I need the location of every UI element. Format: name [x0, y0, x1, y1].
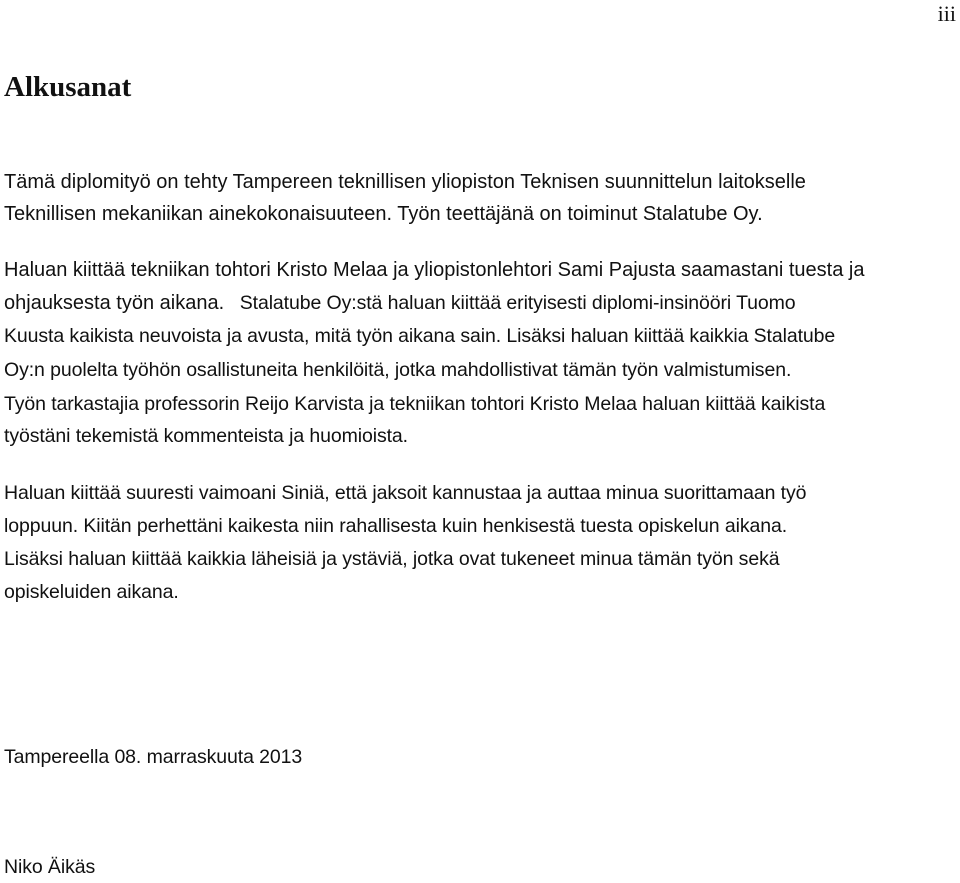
- text-line: Haluan kiittää tekniikan tohtori Kristo Melaa ja yliopistonlehtori Sami Pajusta saamastani tuesta ja: [4, 259, 865, 281]
- text-line: Teknillisen mekaniikan ainekokonaisuuteen. Työn teettäjänä on toiminut Stalatube Oy.: [4, 203, 763, 225]
- text-segment: ohjauksesta työn aikana.: [4, 292, 225, 314]
- text-line: Kuusta kaikista neuvoista ja avusta, mitä työn aikana sain. Lisäksi haluan kiittää kaikkia Stalatube: [4, 325, 836, 347]
- text-line: Haluan kiittää suuresti vaimoani Siniä, että jaksoit kannustaa ja auttaa minua suorittamaan työ: [4, 482, 807, 504]
- text-line: Tämä diplomityö on tehty Tampereen teknillisen yliopiston Teknisen suunnittelun laitokselle: [4, 171, 806, 193]
- place-date: Tampereella 08. marraskuuta 2013: [4, 746, 303, 768]
- text-segment: Stalatube Oy:stä haluan kiittää erityisesti diplomi-insinööri Tuomo: [239, 292, 796, 314]
- text-line: loppuun. Kiitän perhettäni kaikesta niin rahallisesta kuin henkisestä tuesta opiskelun aikana.: [4, 515, 788, 537]
- text-line: Työn tarkastajia professorin Reijo Karvista ja tekniikan tohtori Kristo Melaa haluan kiittää kaikista: [4, 393, 826, 415]
- text-line: Oy:n puolelta työhön osallistuneita henkilöitä, jotka mahdollistivat tämän työn valmistumisen.: [4, 359, 792, 381]
- page-number: iii: [937, 1, 956, 26]
- author-name: Niko Äikäs: [4, 856, 96, 878]
- text-line: työstäni tekemistä kommenteista ja huomioista.: [4, 425, 408, 447]
- page-title: Alkusanat: [4, 71, 132, 103]
- text-line: Lisäksi haluan kiittää kaikkia läheisiä ja ystäviä, jotka ovat tukeneet minua tämän työn sekä: [4, 548, 780, 570]
- text-line: [4, 287, 796, 319]
- text-line: opiskeluiden aikana.: [4, 581, 179, 603]
